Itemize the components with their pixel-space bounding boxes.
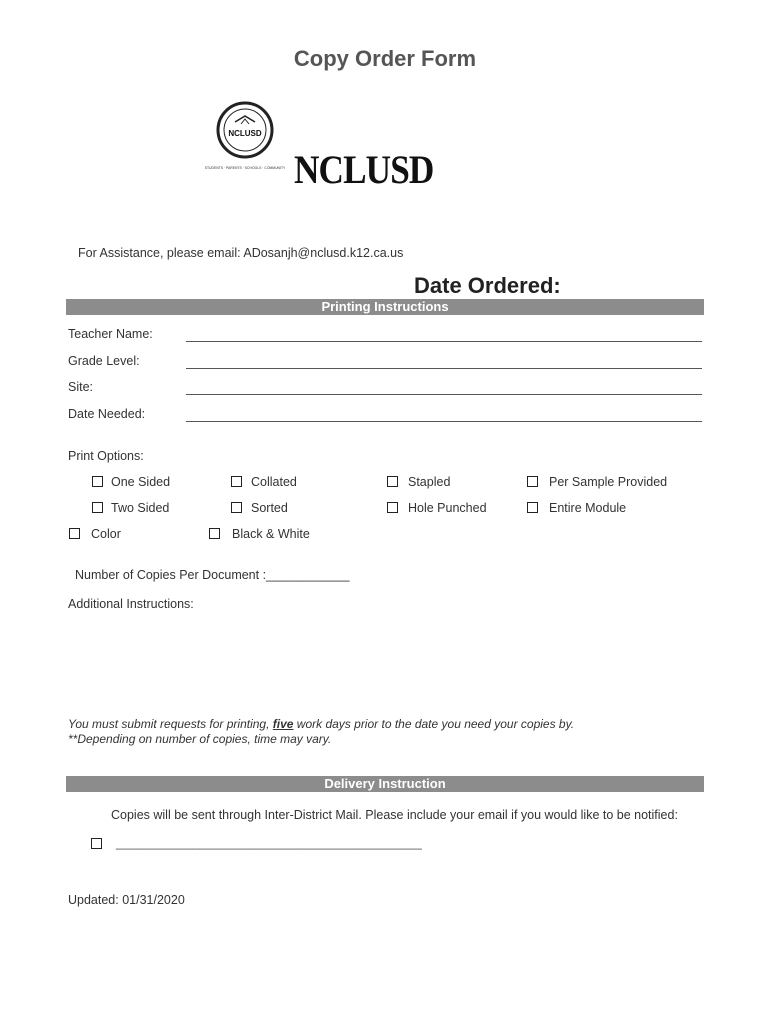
color-label: Color	[91, 527, 121, 541]
delivery-text: Copies will be sent through Inter-District Mail. Please include your email if you would like to be notified:	[111, 808, 678, 822]
entire-module-label: Entire Module	[549, 501, 627, 515]
submission-notice	[68, 717, 574, 731]
sorted-label: Sorted	[251, 501, 288, 515]
two-sided-label: Two Sided	[111, 501, 170, 515]
svg-text:NCLUSD: NCLUSD	[228, 129, 262, 138]
two-sided-checkbox[interactable]	[92, 502, 103, 513]
hole-punched-label: Hole Punched	[408, 501, 487, 515]
svg-text:STUDENTS · PARENTS · SCHOOLS ·: STUDENTS · PARENTS · SCHOOLS · COMMUNITY	[205, 166, 285, 170]
updated-date: Updated: 01/31/2020	[68, 893, 185, 907]
collated-label: Collated	[251, 475, 297, 489]
teacher-name-label: Teacher Name:	[68, 327, 153, 341]
form-title: Copy Order Form	[293, 46, 477, 71]
per-sample-provided-checkbox[interactable]	[527, 476, 538, 487]
black-white-label: Black & White	[232, 527, 310, 541]
collated-checkbox[interactable]	[231, 476, 242, 487]
hole-punched-checkbox[interactable]	[387, 502, 398, 513]
one-sided-label: One Sided	[111, 475, 171, 489]
grade-level-field[interactable]	[186, 368, 702, 369]
sorted-checkbox[interactable]	[231, 502, 242, 513]
teacher-name-field[interactable]	[186, 341, 702, 342]
district-name: NCLUSD	[294, 147, 434, 192]
printing-instructions-header: Printing Instructions	[66, 299, 704, 315]
site-label: Site:	[68, 380, 94, 394]
print-options-label: Print Options:	[68, 449, 144, 463]
copies-per-document-label: Number of Copies Per Document :____________	[75, 568, 350, 582]
notice-text-start: You must submit requests for printing,	[68, 717, 273, 731]
delivery-instruction-header: Delivery Instruction	[66, 776, 704, 792]
date-needed-field[interactable]	[186, 421, 702, 422]
notify-email-field[interactable]: ____________________________________________	[116, 836, 422, 850]
site-field[interactable]	[186, 394, 702, 395]
stapled-label: Stapled	[408, 475, 451, 489]
entire-module-checkbox[interactable]	[527, 502, 538, 513]
notice-emphasis: five	[272, 717, 294, 731]
copies-time-notice: **Depending on number of copies, time may vary.	[68, 732, 332, 746]
assistance-email-text: For Assistance, please email: ADosanjh@nclusd.k12.ca.us	[78, 246, 404, 260]
date-needed-label: Date Needed:	[68, 407, 146, 421]
notify-email-checkbox[interactable]	[91, 838, 102, 849]
one-sided-checkbox[interactable]	[92, 476, 103, 487]
nclusd-seal-logo	[205, 100, 285, 172]
stapled-checkbox[interactable]	[387, 476, 398, 487]
color-checkbox[interactable]	[69, 528, 80, 539]
grade-level-label: Grade Level:	[68, 354, 140, 368]
additional-instructions-label: Additional Instructions:	[68, 597, 194, 611]
black-white-checkbox[interactable]	[209, 528, 220, 539]
date-ordered-label: Date Ordered:	[414, 273, 561, 298]
per-sample-provided-label: Per Sample Provided	[549, 475, 668, 489]
notice-text-end: work days prior to the date you need your copies by.	[293, 717, 575, 731]
